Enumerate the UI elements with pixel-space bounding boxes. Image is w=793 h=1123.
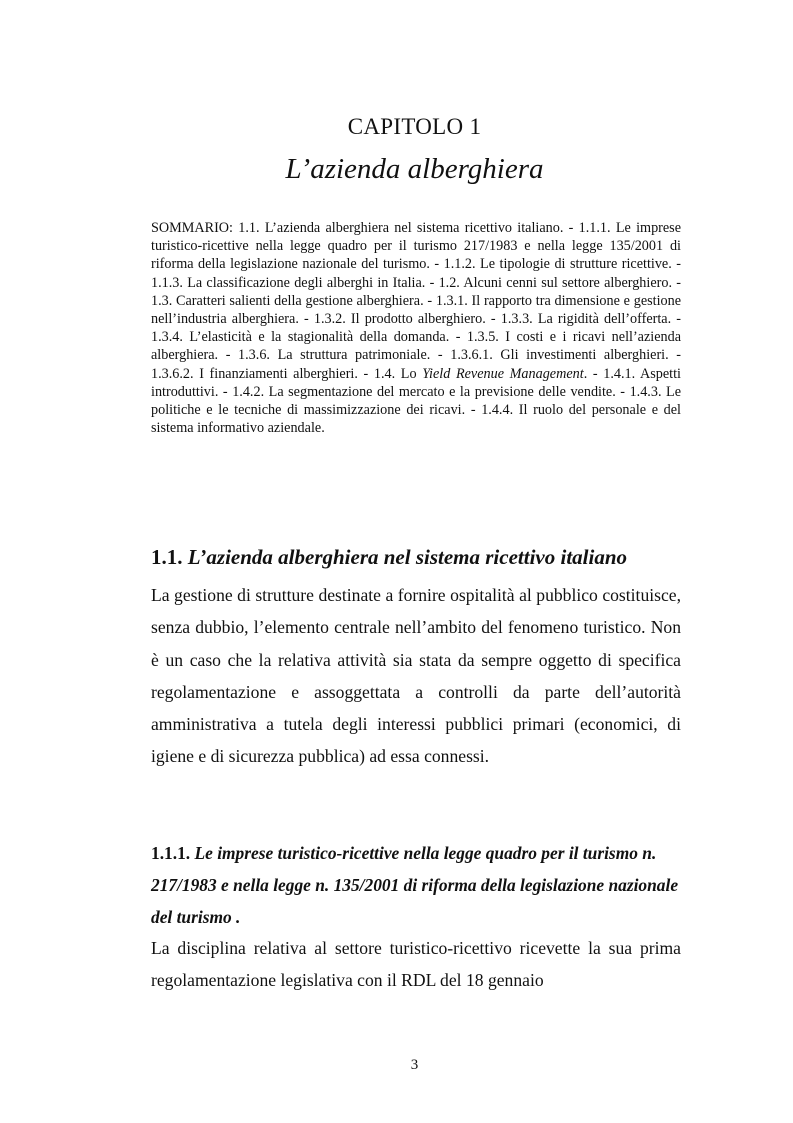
body-paragraph: La gestione di strutture destinate a fornire ospitalità al pubblico costituisce, senza dubbio, l’elemento centrale nell’ambito del fenomeno turistico. Non è un caso che la relativa attività sia stata da sempre oggetto di specifica regolamentazione e assoggettata a controlli da parte dell’autorità amministrativa a tutela degli interessi pubblici primari (economici, di igiene e di sicurezza pubblica) ad essa connessi.: [151, 585, 681, 767]
subsection-heading: [151, 838, 691, 933]
summary-italic-text: Yield Revenue Management: [422, 365, 584, 382]
subsection-title: Le imprese turistico-ricettive nella legge quadro per il turismo n. 217/1983 e nella legge n. 135/2001 di riforma della legislazione nazionale del turismo .: [151, 843, 679, 927]
subsection-number: 1.1.1.: [151, 843, 191, 863]
summary-paragraph: [151, 219, 681, 437]
chapter-title: L’azienda alberghiera: [285, 153, 544, 185]
page-number: 3: [410, 1057, 419, 1073]
section-heading: [151, 545, 711, 570]
summary-text: SOMMARIO: 1.1. L’azienda alberghiera nel sistema ricettivo italiano. - 1.1.1. Le imprese turistico-ricettive nella legge quadro per il turismo 217/1983 e nella legge 135/2001 di riforma della legislazione nazionale del turismo. - 1.1.2. Le tipologie di strutture ricettive. - 1.1.3. La classificazione degli alberghi in Italia. - 1.2. Alcuni cenni sul settore alberghiero. - 1.3. Caratteri salienti della gestione alberghiera. - 1.3.1. Il rapporto tra dimensione e gestione nell’industria alberghiera. - 1.3.2. Il prodotto alberghiero. - 1.3.3. La rigidità dell’offerta. - 1.3.4. L’elasticità e la stagionalità della domanda. - 1.3.5. I costi e i ricavi nell’azienda alberghiera. - 1.3.6. La struttura patrimoniale. - 1.3.6.1. Gli investimenti alberghieri. - 1.3.6.2. I finanziamenti alberghieri. - 1.4. Lo: [151, 220, 681, 382]
chapter-label: CAPITOLO 1: [347, 114, 482, 139]
body-paragraph: La disciplina relativa al settore turistico-ricettivo ricevette la sua prima regolamentazione legislativa con il RDL del 18 gennaio: [151, 938, 681, 991]
summary-text-end: . - 1.4.1. Aspetti introduttivi. - 1.4.2. La segmentazione del mercato e la previsione delle vendite. - 1.4.3. Le politiche e le tecniche di massimizzazione dei ricavi. - 1.4.4. Il ruolo del personale e del sistema informativo aziendale.: [151, 365, 681, 437]
section-title: L’azienda alberghiera nel sistema ricettivo italiano: [187, 545, 627, 569]
section-number: 1.1.: [151, 545, 183, 569]
